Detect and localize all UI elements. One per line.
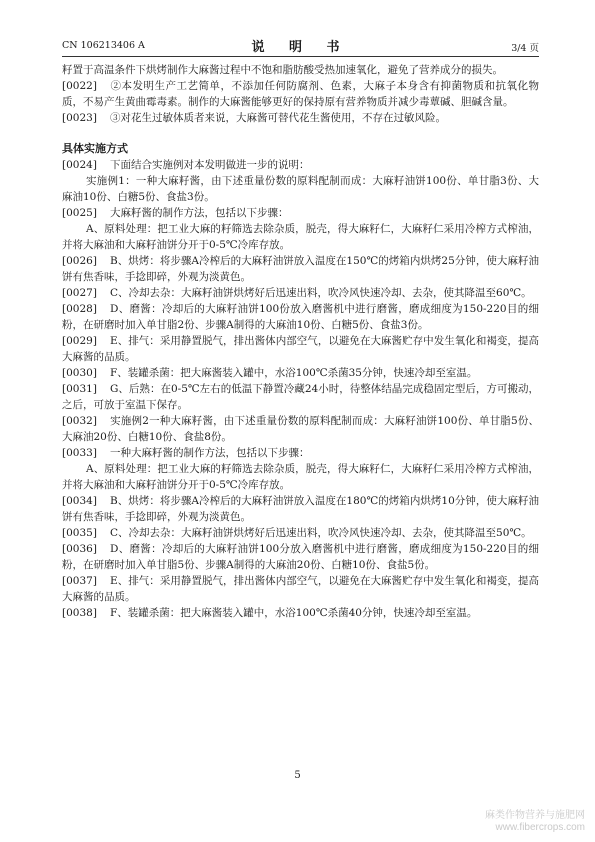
- paragraph-0038: [0038] F、装罐杀菌：把大麻酱装入罐中，水浴100℃杀菌40分钟，快速冷却至室温。: [62, 607, 478, 619]
- paragraph-0030: [0030] F、装罐杀菌：把大麻酱装入罐中，水浴100℃杀菌35分钟，快速冷却至室温。: [62, 367, 478, 379]
- watermark-url: www.fibercrops.com: [495, 822, 585, 833]
- document-title: 说 明 书: [251, 40, 350, 55]
- site-watermark: [485, 810, 585, 834]
- document-body: [62, 62, 539, 621]
- paragraph-0028: [0028] D、磨酱：冷却后的大麻籽油饼100份放入磨酱机中进行磨酱，磨成细度为150-220目的细粉，在研磨时加入单甘脂2份、步骤A制得的大麻油10份、白糖5份、食盐3份。: [62, 303, 539, 331]
- paragraph-0037: [0037] E、排气：采用静置脱气，排出酱体内部空气，以避免在大麻酱贮存中发生氧化和褐变，提高大麻酱的品质。: [62, 575, 539, 603]
- paragraph-number: [0028]: [62, 303, 97, 315]
- paragraph-0036: [0036] D、磨酱：冷却后的大麻籽油饼100分放入磨酱机中进行磨酱，磨成细度为150-220目的细粉，在研磨时加入单甘脂5份、步骤A制得的大麻油20份、白糖10份、食盐5份。: [62, 543, 539, 571]
- paragraph-number: [0037]: [62, 575, 97, 587]
- step-a-raw-material: A、原料处理：把工业大麻的籽筛选去除杂质，脱壳，得大麻籽仁，大麻籽仁采用冷榨方式榨油，并将大麻油和大麻籽油饼分开于0-5℃冷库存放。: [62, 223, 539, 251]
- paragraph-number: [0022]: [62, 80, 97, 92]
- paragraph-number: [0036]: [62, 543, 97, 555]
- paragraph-0023: [0023] ③对花生过敏体质者来说，大麻酱可替代花生酱使用，不存在过敏风险。: [62, 112, 446, 124]
- paragraph-number: [0024]: [62, 159, 97, 171]
- paragraph-number: [0035]: [62, 527, 97, 539]
- paragraph-0027: [0027] C、冷却去杂：大麻籽油饼烘烤好后迅速出料，吹冷风快速冷却、去杂，使其降温至60℃。: [62, 287, 532, 299]
- paragraph-number: [0032]: [62, 415, 97, 427]
- paragraph-number: [0034]: [62, 495, 97, 507]
- paragraph-0031: [0031] G、后熟：在0-5℃左右的低温下静置冷藏24小时，待整体结晶完成稳固定型后，方可搬动，之后，可放于室温下保存。: [62, 383, 539, 411]
- paragraph-number: [0030]: [62, 367, 97, 379]
- paragraph-number: [0038]: [62, 607, 97, 619]
- paragraph-0025: [0025] 大麻籽酱的制作方法，包括以下步骤：: [62, 207, 289, 219]
- patent-number: CN 106213406 A: [62, 40, 145, 51]
- paragraph-number: [0023]: [62, 112, 97, 124]
- paragraph-0022: [0022] ②本发明生产工艺简单，不添加任何防腐剂、色素，大麻子本身含有抑菌物质和抗氧化物质，不易产生黄曲霉毒素。制作的大麻酱能够更好的保持原有营养物质并减少毒蕈碱、胆碱含量。: [62, 80, 539, 108]
- section-heading: 具体实施方式: [62, 142, 128, 155]
- paragraph-0026: [0026] B、烘烤：将步骤A冷榨后的大麻籽油饼放入温度在150℃的烤箱内烘烤25分钟，使大麻籽油饼有焦香味，手捻即碎，外观为淡黄色。: [62, 255, 539, 283]
- paragraph-number: [0027]: [62, 287, 97, 299]
- step-a-raw-material-2: A、原料处理：把工业大麻的籽筛选去除杂质，脱壳，得大麻籽仁，大麻籽仁采用冷榨方式榨油，并将大麻油和大麻籽油饼分开于0-5℃冷库存放。: [62, 463, 539, 491]
- paragraph-0033: [0033] 一种大麻籽酱的制作方法，包括以下步骤：: [62, 447, 310, 459]
- page-indicator: 3/4 页: [511, 43, 539, 54]
- page-header: [62, 36, 539, 57]
- paragraph-number: [0029]: [62, 335, 97, 347]
- paragraph-0032: [0032] 实施例2一种大麻籽酱，由下述重量份数的原料配制而成：大麻籽油饼100份、单甘脂5份、大麻油20份、白糖10份、食盐8份。: [62, 415, 539, 443]
- paragraph-0024: [0024] 下面结合实施例对本发明做进一步的说明：: [62, 159, 310, 171]
- paragraph-number: [0033]: [62, 447, 97, 459]
- paragraph-number: [0026]: [62, 255, 97, 267]
- paragraph-number: [0031]: [62, 383, 97, 395]
- paragraph-0034: [0034] B、烘烤：将步骤A冷榨后的大麻籽油饼放入温度在180℃的烤箱内烘烤10分钟，使大麻籽油饼有焦香味，手捻即碎，外观为淡黄色。: [62, 495, 539, 523]
- example-1-formula: 实施例1：一种大麻籽酱，由下述重量份数的原料配制而成：大麻籽油饼100份、单甘脂3份、大麻油10份、白糖5份、食盐3份。: [62, 175, 539, 203]
- watermark-site-name: 麻类作物营养与施肥网: [485, 810, 585, 821]
- page-number: 5: [294, 770, 301, 781]
- paragraph-continuation: 籽置于高温条件下烘烤制作大麻酱过程中不饱和脂肪酸受热加速氧化，避免了营养成分的损失。: [62, 64, 503, 76]
- paragraph-0035: [0035] C、冷却去杂：大麻籽油饼烘烤好后迅速出料，吹冷风快速冷却、去杂，使其降温至50℃。: [62, 527, 532, 539]
- paragraph-0029: [0029] E、排气：采用静置脱气，排出酱体内部空气，以避免在大麻酱贮存中发生氧化和褐变，提高大麻酱的品质。: [62, 335, 539, 363]
- paragraph-number: [0025]: [62, 207, 97, 219]
